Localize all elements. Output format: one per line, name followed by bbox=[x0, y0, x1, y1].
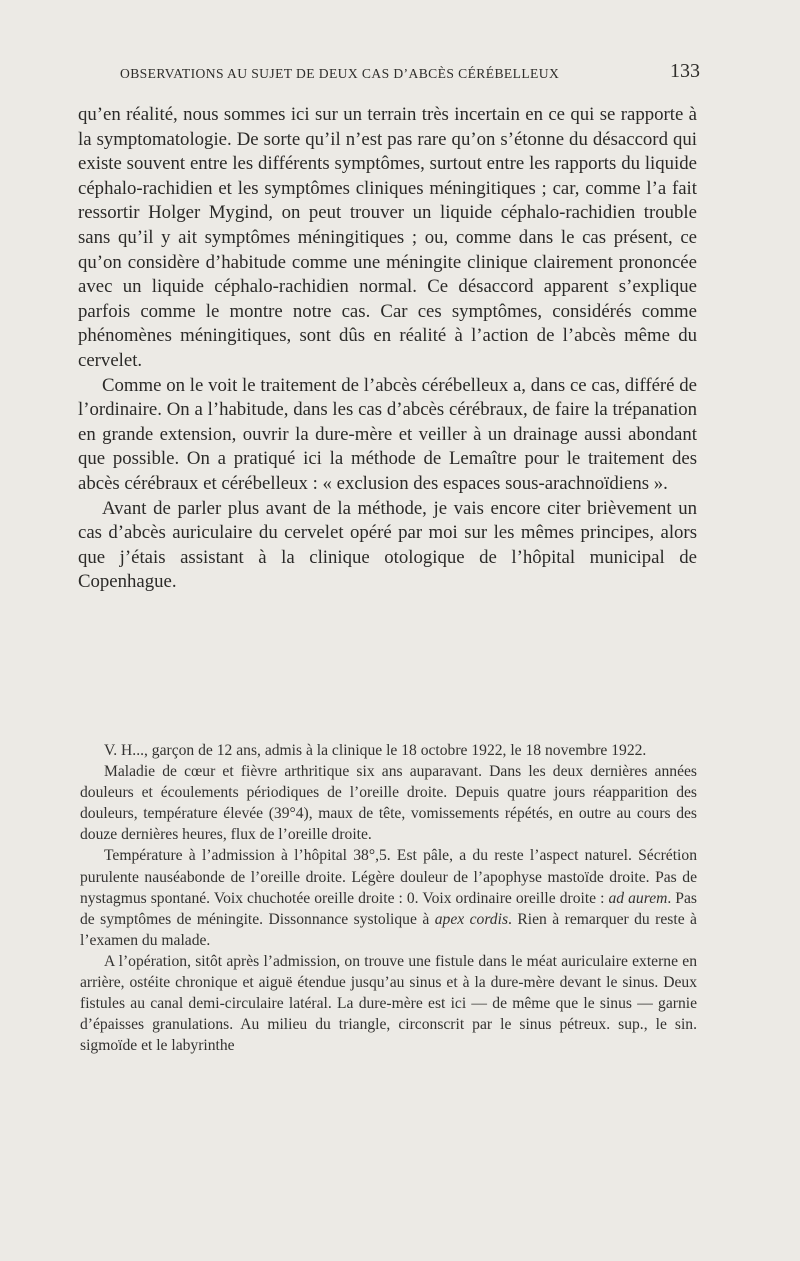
italic-term: ad aurem bbox=[608, 889, 668, 907]
paragraph-1: qu’en réalité, nous sommes ici sur un terrain très incertain en ce qui se rapporte à la symptomatologie. De sorte qu’il n’est pas rare qu’on s’étonne du désaccord qui existe souvent entre les différents symptômes, surtout entre les rapports du liquide céphalo-rachidien et les symptômes cliniques méningitiques ; car, comme l’a fait ressortir Holger Mygind, on peut trouver un liquide céphalo-rachidien trouble sans qu’il y ait symptômes méningitiques ; ou, comme dans le cas présent, ce qu’on considère d’habitude comme une méningite clinique clairement prononcée avec un liquide céphalo-rachidien normal. Ce désaccord apparent s’explique parfois comme le montre notre cas. Car ces symptômes, considérés comme phénomènes méningitiques, sont dûs en réalité à l’action de l’abcès même du cervelet. bbox=[78, 104, 697, 371]
main-text bbox=[78, 103, 697, 595]
case-text: Température à l’admission à l’hôpital 38°,5. Est pâle, a du reste l’aspect naturel. Sécrétion purulente nauséabonde de l’oreille droite. Légère douleur de l’apophyse mastoïde droite. Pas de nystagmus spontané. Voix chuchotée oreille droite : 0. Voix ordinaire oreille droite : bbox=[80, 847, 697, 907]
case-paragraph-3 bbox=[80, 845, 697, 950]
page-header bbox=[120, 60, 700, 88]
case-text: . Rien à remarquer du reste à l’examen du malade. bbox=[80, 910, 697, 949]
running-title: OBSERVATIONS AU SUJET DE DEUX CAS D’ABCÈS CÉRÉBELLEUX bbox=[120, 66, 560, 81]
case-paragraph-2: Maladie de cœur et fièvre arthritique six ans auparavant. Dans les deux dernières années douleurs et écoulements périodiques de l’oreille droite. Depuis quatre jours réapparition des douleurs, température élevée (39°4), maux de tête, vomissements répétés, en outre au cours des douze dernières heures, flux de l’oreille droite. bbox=[80, 763, 697, 844]
case-paragraph-4: A l’opération, sitôt après l’admission, on trouve une fistule dans le méat auriculaire externe en arrière, ostéite chronique et aiguë étendue jusqu’au sinus et à la dure-mère devant le sinus. Deux fistules au canal demi-circulaire latéral. La dure-mère est ici — de même que le sinus — garnie d’épaisses granulations. Au milieu du triangle, circonscrit par le sinus pétreux. sup., le sin. sigmoïde et le labyrinthe bbox=[80, 952, 697, 1055]
case-text: . Pas de symptômes de méningite. Dissonnance systolique à bbox=[80, 889, 697, 928]
case-paragraph-1: V. H..., garçon de 12 ans, admis à la clinique le 18 octobre 1922, le 18 novembre 1922. bbox=[104, 742, 647, 759]
paragraph-3: Avant de parler plus avant de la méthode, je vais encore citer brièvement un cas d’abcès auriculaire du cervelet opéré par moi sur les mêmes principes, alors que j’étais assistant à la clinique otologique de l’hôpital municipal de Copenhague. bbox=[78, 497, 697, 593]
case-report bbox=[80, 740, 697, 1056]
italic-term: apex cordis bbox=[434, 910, 509, 928]
page-number: 133 bbox=[670, 60, 700, 82]
paragraph-2: Comme on le voit le traitement de l’abcès cérébelleux a, dans ce cas, différé de l’ordinaire. On a l’habitude, dans les cas d’abcès cérébraux, de faire la trépanation en grande extension, ouvrir la dure-mère et veiller à un drainage aussi abondant que possible. On a pratiqué ici la méthode de Lemaître pour le traitement des abcès cérébraux et cérébelleux : « exclusion des espaces sous-arachnoïdiens ». bbox=[78, 374, 697, 494]
